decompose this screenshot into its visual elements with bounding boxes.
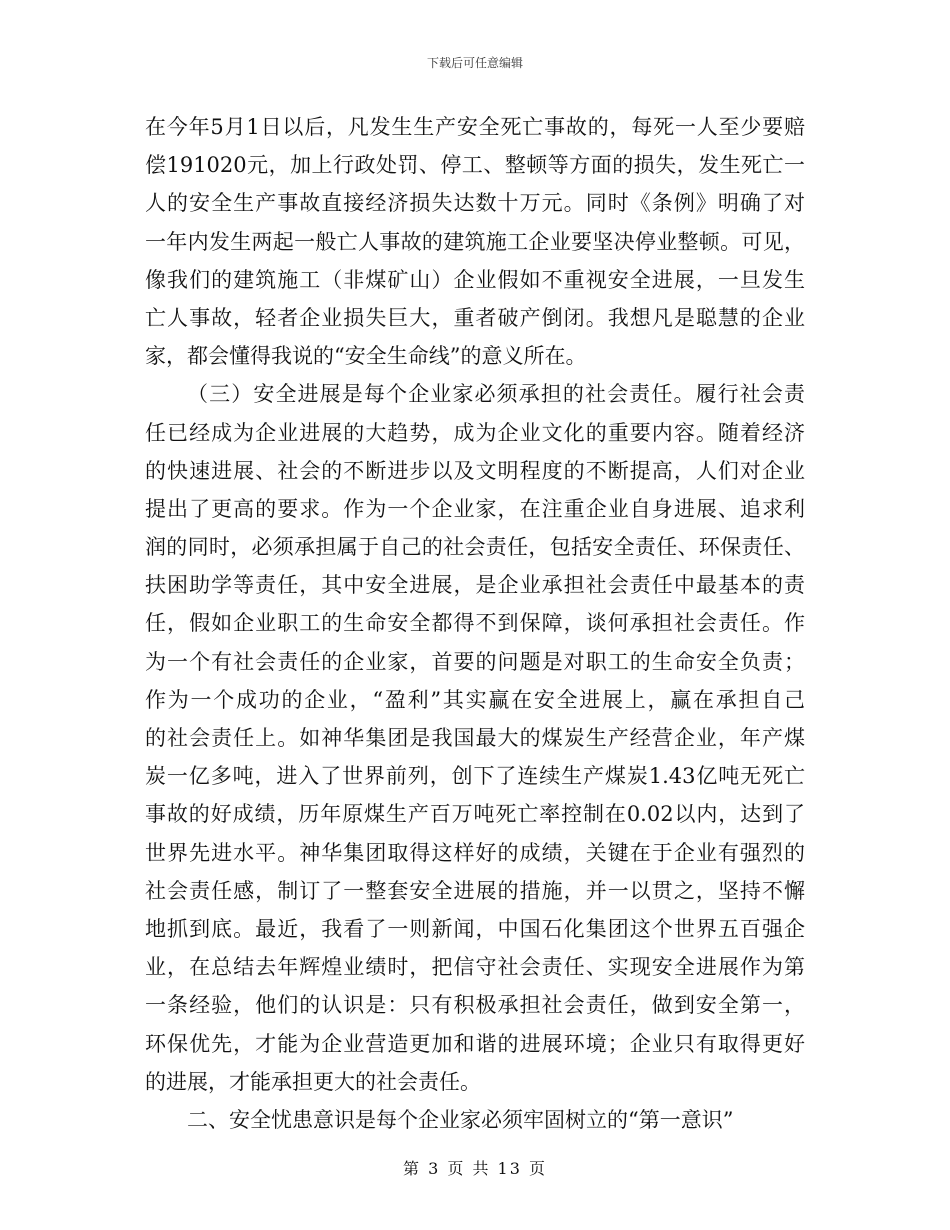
body-line: 像我们的建筑施工（非煤矿山）企业假如不重视安全进展，一旦发生 xyxy=(145,267,805,292)
body-line: 为一个有社会责任的企业家，首要的问题是对职工的生命安全负责； xyxy=(145,649,805,674)
body-line: 地抓到底。最近，我看了一则新闻，中国石化集团这个世界五百强企 xyxy=(145,916,805,941)
body-line: 润的同时，必须承担属于自己的社会责任，包括安全责任、环保责任、 xyxy=(145,535,805,560)
body-line: 一条经验，他们的认识是：只有积极承担社会责任，做到安全第一， xyxy=(145,993,805,1018)
page-header: 下载后可任意编辑 xyxy=(426,56,523,70)
body-line: 家，都会懂得我说的“安全生命线”的意义所在。 xyxy=(145,344,587,369)
body-line: 在今年5月1日以后，凡发生生产安全死亡事故的，每死一人至少要赔 xyxy=(145,115,805,139)
body-line: 炭一亿多吨，进入了世界前列，创下了连续生产煤炭1.43亿吨无死亡 xyxy=(145,764,805,789)
body-line: 环保优先，才能为企业营造更加和谐的进展环境；企业只有取得更好 xyxy=(145,1031,805,1056)
body-line: 扶困助学等责任，其中安全进展，是企业承担社会责任中最基本的责 xyxy=(145,573,805,598)
body-line: 业，在总结去年辉煌业绩时，把信守社会责任、实现安全进展作为第 xyxy=(145,955,805,980)
document-body xyxy=(145,108,805,1139)
body-line: 提出了更高的要求。作为一个企业家，在注重企业自身进展、追求利 xyxy=(145,496,805,521)
body-line: 世界先进水平。神华集团取得这样好的成绩，关键在于企业有强烈的 xyxy=(145,840,805,865)
body-line: 作为一个成功的企业，“盈利”其实赢在安全进展上，赢在承担自己 xyxy=(145,687,805,712)
section-heading-line: 二、安全忧患意识是每个企业家必须牢固树立的“第一意识” xyxy=(187,1107,734,1132)
body-line: 偿191020元，加上行政处罚、停工、整顿等方面的损失，发生死亡一 xyxy=(145,153,805,178)
body-line: 一年内发生两起一般亡人事故的建筑施工企业要坚决停业整顿。可见， xyxy=(145,229,805,254)
body-line: 人的安全生产事故直接经济损失达数十万元。同时《条例》明确了对 xyxy=(145,191,805,216)
section-heading-line: （三）安全进展是每个企业家必须承担的社会责任。履行社会责 xyxy=(187,382,805,407)
body-line: 社会责任感，制订了一整套安全进展的措施，并一以贯之，坚持不懈 xyxy=(145,878,805,903)
body-line: 的进展，才能承担更大的社会责任。 xyxy=(145,1069,481,1094)
body-line: 事故的好成绩，历年原煤生产百万吨死亡率控制在0.02以内，达到了 xyxy=(145,802,805,827)
body-line: 的社会责任上。如神华集团是我国最大的煤炭生产经营企业，年产煤 xyxy=(145,726,805,750)
body-line: 任已经成为企业进展的大趋势，成为企业文化的重要内容。随着经济 xyxy=(145,420,805,445)
body-line: 任，假如企业职工的生命安全都得不到保障，谈何承担社会责任。作 xyxy=(145,611,805,636)
body-line: 的快速进展、社会的不断进步以及文明程度的不断提高，人们对企业 xyxy=(145,458,805,483)
page-number-footer: 第 3 页 共 13 页 xyxy=(403,1159,547,1178)
body-line: 亡人事故，轻者企业损失巨大，重者破产倒闭。我想凡是聪慧的企业 xyxy=(145,305,805,330)
